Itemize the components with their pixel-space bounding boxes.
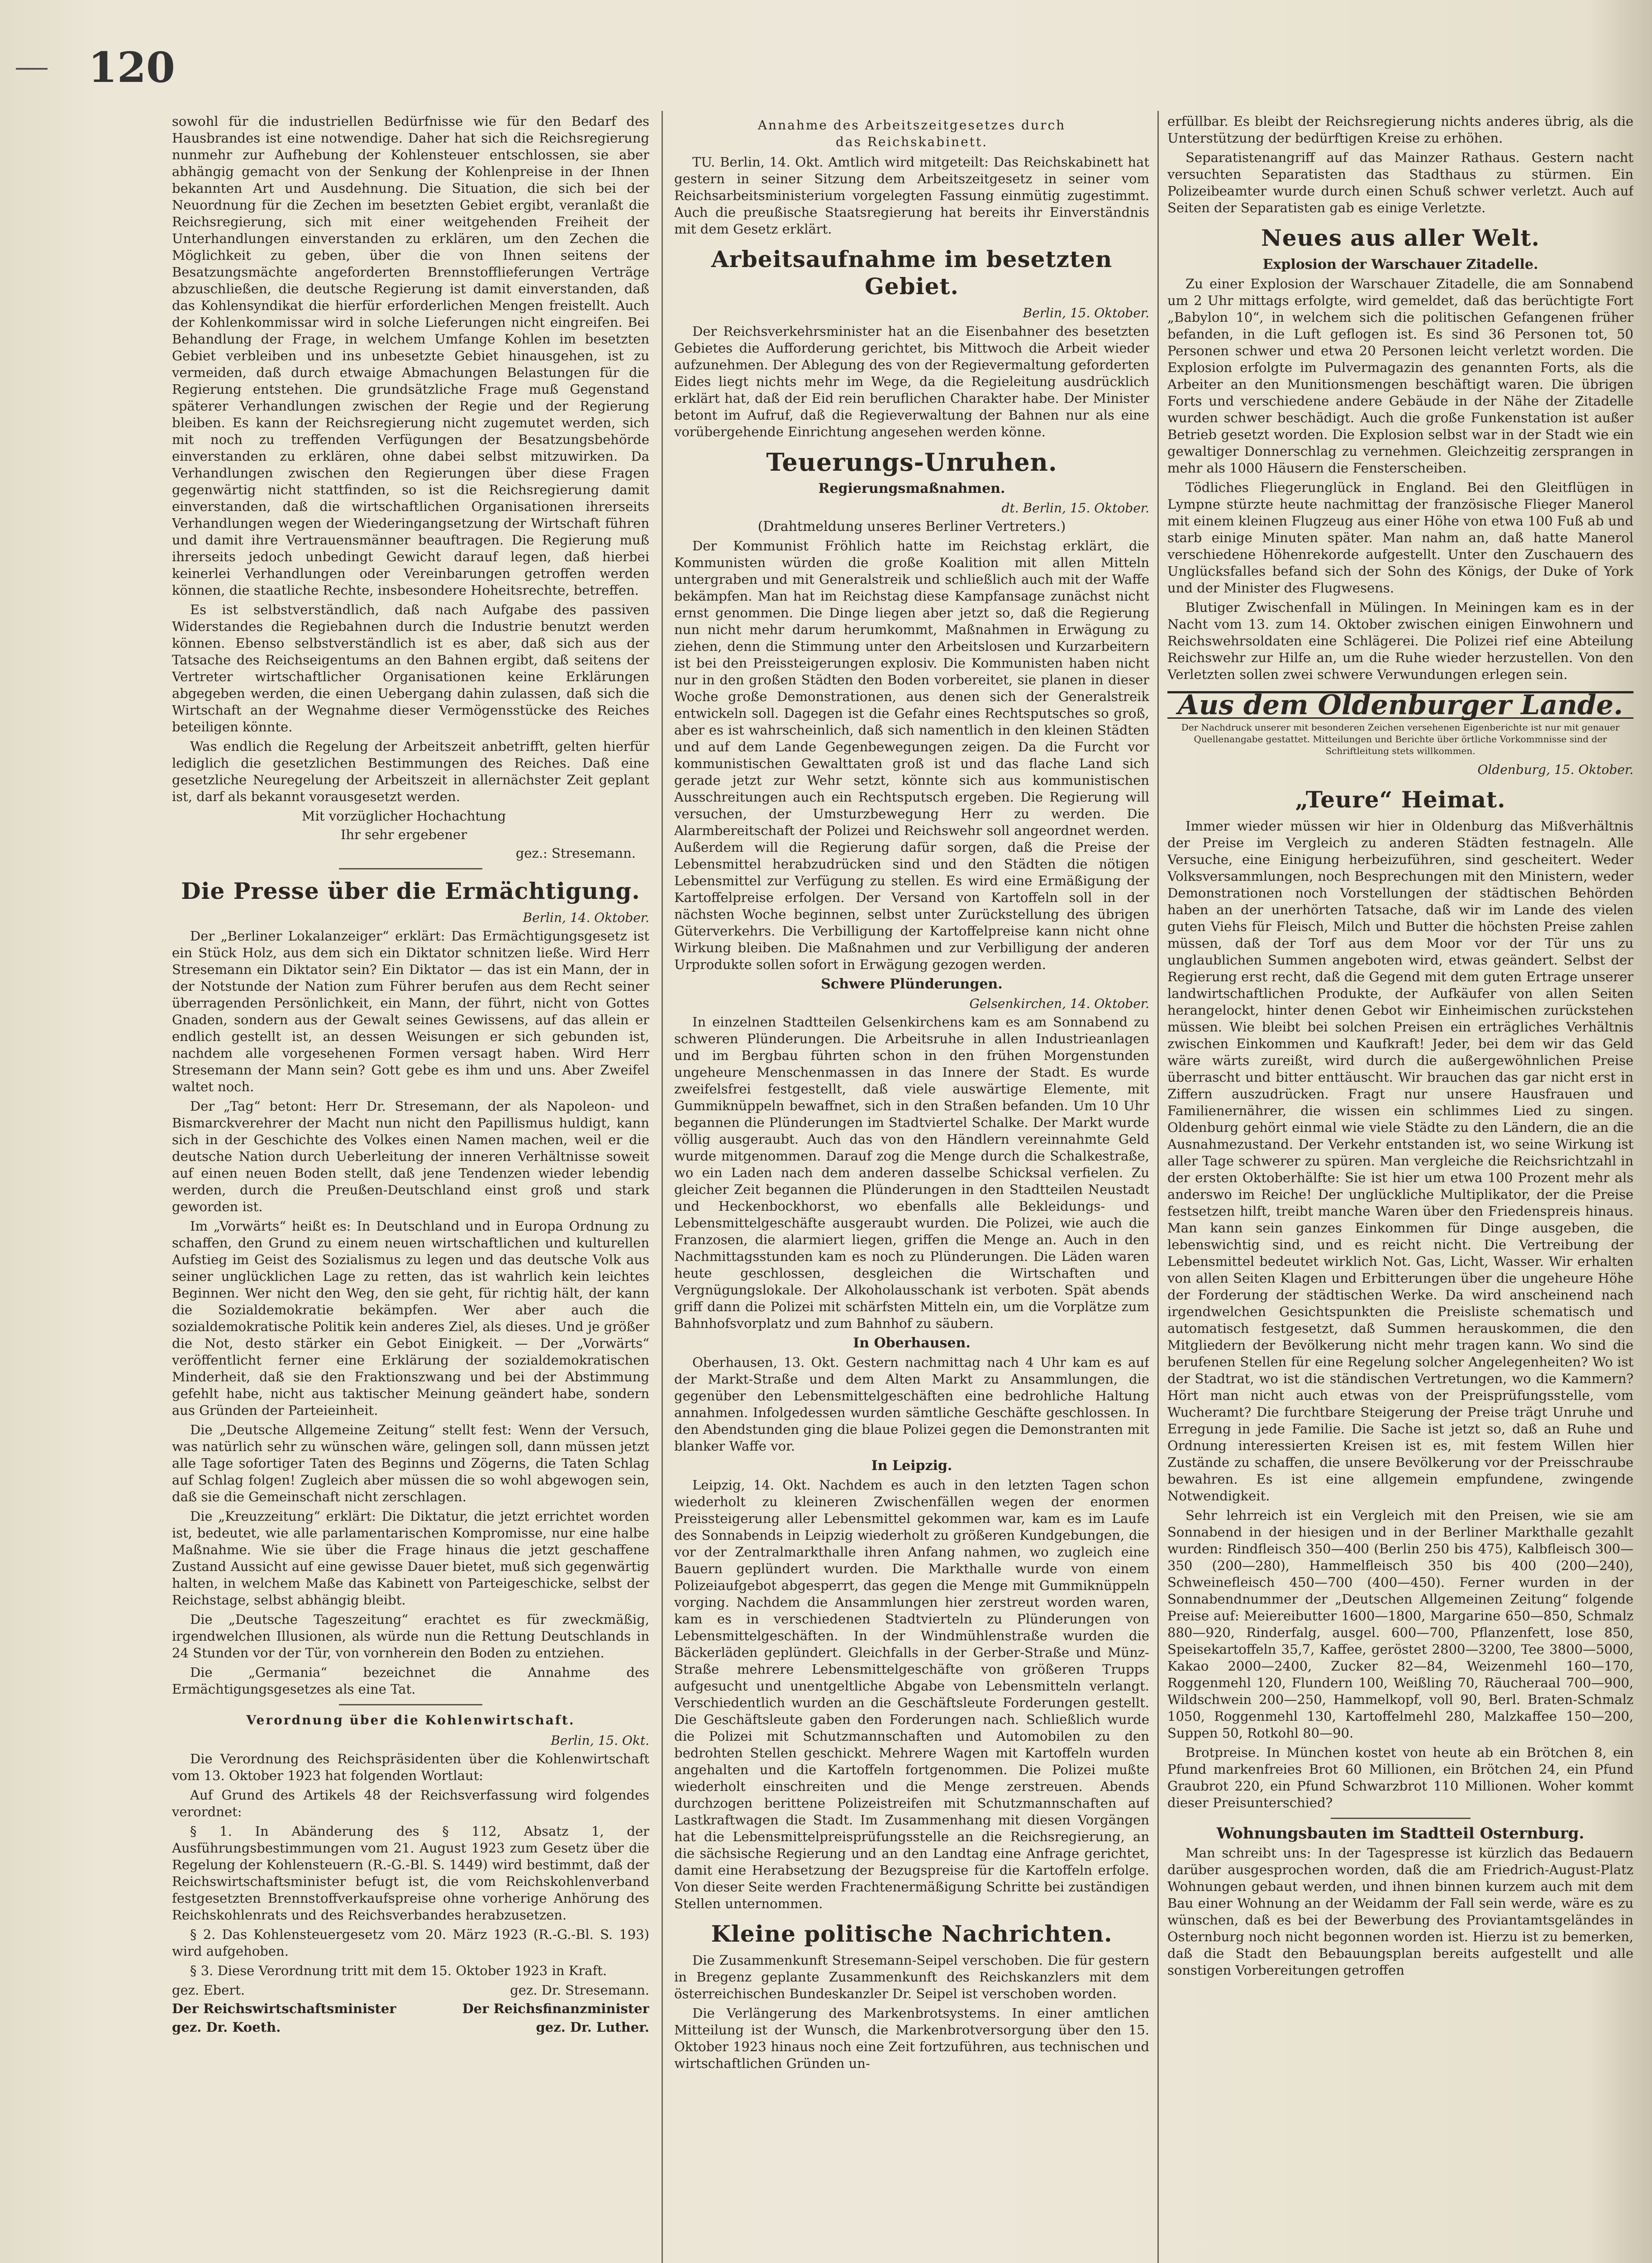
dateline: Berlin, 15. Oktober. <box>1023 306 1149 320</box>
dateline: Oldenburg, 15. Oktober. <box>1477 762 1633 777</box>
column-1 <box>172 113 649 2263</box>
column-rule-1 <box>662 111 663 2263</box>
page-number: 120 <box>88 43 176 92</box>
paragraph: Brotpreise. In München kostet von heute ab ein Brötchen 8, ein Pfund markenfreies Brot 60 Millionen, ein Brötchen 24, ein Pfund Graubrot 220, ein Pfund Schwarzbrot 110 Millionen. Woher kommt dieser Preisunterschied? <box>1167 1745 1633 1810</box>
signature-row <box>172 2019 649 2036</box>
signature: gez. Ebert. <box>172 1982 245 1998</box>
paragraph: Sehr lehrreich ist ein Vergleich mit den Preisen, wie sie am Sonnabend in der hiesigen und in der Berliner Markthalle gezahlt wurden: Rindfleisch 350—400 (Berlin 250 bis 475), Kalbfleisch 300—350 (200—280), Hammelfleisch 350 bis 400 (200—240), Schweinefleisch 450—700 (400—450). Ferner wurden in der Sonnabendnummer der „Deutschen Allgemeinen Zeitung“ folgende Preise auf: Meiereibutter 1600—1800, Margarine 650—850, Schmalz 880—920, Rinderfalg, ausgel. 600—700, Pflanzenfett, lose 850, Speisekartoffeln 35,7, Kaffee, geröstet 2800—3200, Tee 3800—5000, Kakao 2000—2400, Zucker 82—84, Weizenmehl 160—170, Roggenmehl 120, Flundern 100, Weißling 70, Räucheraal 700—900, Wildschwein 200—250, Hammelkopf, voll 90, Berl. Braten-Schmalz 1050, Roggenmehl 130, Kartoffelmehl 280, Malzkaffee 150—200, Suppen 50, Rotkohl 80—90. <box>1167 1508 1633 1741</box>
paragraph: Der „Berliner Lokalanzeiger“ erklärt: Das Ermächtigungsgesetz ist ein Stück Holz, aus dem sich ein Diktator schnitzen ließe. Wird Herr Stresemann ein Diktator sein? Ein Diktator — das ist ein Mann, der in der Notstunde der Nation zum Führer berufen aus dem Recht seiner überragenden Persönlichkeit, ein Mann, der führt, nicht von Gottes Gnaden, sondern aus der Gewalt seines Gewissens, auf das allein er endlich gestellt ist, an dessen Weisungen er sich gebunden ist, nachdem alle vorgesehenen Formen versagt haben. Wird Herr Stresemann der Mann sein? Gott gebe es ihm und uns. Aber Zweifel waltet noch. <box>172 928 649 1094</box>
headline-world-news: Neues aus aller Welt. <box>1261 224 1540 251</box>
paragraph: Die „Germania“ bezeichnet die Annahme des Ermächtigungsgesetzes als eine Tat. <box>172 1665 649 1697</box>
closing-line: Mit vorzüglicher Hochachtung <box>301 808 506 824</box>
paragraph: Zu einer Explosion der Warschauer Zitadelle, die am Sonnabend um 2 Uhr mittags erfolgte, wird gemeldet, daß das berüchtigte Fort „Babylon 10“, in welchem sich die politischen Gefangenen früher befanden, in die Luft geflogen ist. Es sind 36 Personen tot, 50 Personen schwer und etwa 20 Personen leicht verletzt worden. Die Explosion erfolgte im Pulvermagazin des genannten Forts, als die Arbeiter an den Munitionsmengen beschäftigt waren. Die übrigen Forts und verschiedene andere Gebäude in der Nähe der Zitadelle wurden schwer beschädigt. Auch die große Funkenstation ist außer Betrieb gesetzt worden. Die Explosion selbst war in der Stadt wie ein gewaltiger Donnerschlag zu vernehmen. Gleichzeitig zersprangen in mehr als 1000 Häusern die Fensterscheiben. <box>1167 276 1633 476</box>
paragraph: Der Kommunist Fröhlich hatte im Reichstag erklärt, die Kommunisten würden die große Koalition mit allen Mitteln untergraben und mit Generalstreik und schließlich auch mit der Waffe bekämpfen. Man hat im Reichstag diese Kampfansage zunächst nicht ernst genommen. Die Dinge liegen aber jetzt so, daß die Regierung nun nicht mehr darum herumkommt, Maßnahmen in Erwägung zu ziehen, denn die Stimmung unter den Arbeitslosen und Kurzarbeitern ist bei den Preissteigerungen explosiv. Die Kommunisten haben nicht nur in den großen Städten den Boden vorbereitet, sie planen in dieser Woche große Demonstrationen, aus denen sich der Generalstreik entwickeln soll. Dagegen ist die Gefahr eines Rechtsputsches so groß, aber es ist wahrscheinlich, daß sich namentlich in den kleinen Städten und auf dem Lande Gegenbewegungen zeigen. Da die Furcht vor kommunistischen Gewalttaten groß ist und das flache Land sich gerade jetzt zur Wehr setzt, könnte sich aus kommunistischen Ausschreitungen auch ein Rechtsputsch ergeben. Die Regierung will versuchen, der Umsturzbewegung Herr zu werden. Die Alarmbereitschaft der Polizei und Reichswehr soll angeordnet werden. Außerdem will die Regierung dafür sorgen, daß die Preise der Lebensmittel herabzudrücken sind und den Städten die nötigen Lebensmittel zur Verfügung zu stellen. Es wird eine Ermäßigung der Kartoffelpreise erfolgen. Der Versand von Kartoffeln soll in der nächsten Woche beginnen, selbst unter Zurückstellung des übrigen Güterverkehrs. Die Verbilligung der Kartoffelpreise kann nicht ohne Wirkung bleiben. Die Maßnahmen und zur Verbilligung der anderen Urprodukte sollen sofort in Erwägung gezogen werden. <box>674 538 1149 972</box>
paragraph: § 3. Diese Verordnung tritt mit dem 15. Oktober 1923 in Kraft. <box>190 1963 607 1978</box>
separator <box>339 868 482 869</box>
paragraph: erfüllbar. Es bleibt der Reichsregierung nichts anderes übrig, als die Unterstützung der bedürftigen Kreise zu erhöhen. <box>1167 114 1633 146</box>
separator <box>339 1704 482 1705</box>
dateline: Berlin, 14. Oktober. <box>523 910 649 925</box>
subheadline: Schwere Plünderungen. <box>821 976 1003 992</box>
signature-row <box>172 2000 649 2017</box>
paragraph: Die Verordnung des Reichspräsidenten über die Kohlenwirtschaft vom 13. Oktober 1923 hat folgenden Wortlaut: <box>172 1751 649 1783</box>
headline-housing: Wohnungsbauten im Stadtteil Osternburg. <box>1216 1824 1585 1843</box>
paragraph: Separatistenangriff auf das Mainzer Rathaus. Gestern nacht versuchten Separatisten das Stadthaus zu stürmen. Ein Polizeibeamter wurde durch einen Schuß schwer verletzt. Auch auf Seiten der Separatisten gab es einige Verletzte. <box>1167 150 1633 215</box>
signature: gez.: Stresemann. <box>515 845 636 861</box>
paragraph: Die „Deutsche Tageszeitung“ erachtet es für zweckmäßig, irgendwelchen Illusionen, als würde nun die Rettung Deutschlands in 24 Stunden vor der Tür, von vornherein den Boden zu entziehen. <box>172 1612 649 1661</box>
column-2 <box>674 113 1149 2263</box>
section-header-oldenburg: Aus dem Oldenburger Lande. <box>1167 691 1633 719</box>
reprint-note: Der Nachdruck unserer mit besonderen Zeichen versehenen Eigenberichte ist nur mit genauer Quellenangabe gestattet. Mitteilungen und Berichte über örtliche Vorkommnisse sind der Schriftleitung stets willkommen. <box>1181 722 1620 756</box>
signature: gez. Dr. Luther. <box>536 2020 649 2035</box>
signature-title: Der Reichswirtschaftsminister <box>172 2001 396 2016</box>
paragraph: Im „Vorwärts“ heißt es: In Deutschland und in Europa Ordnung zu schaffen, den Grund zu einem neuen wirtschaftlichen und kulturellen Aufstieg im Geist des Sozialismus zu legen und das deutsche Volk aus seiner unglücklichen Lage zu retten, das ist wahrlich kein leichtes Beginnen. Wer nicht den Weg, den sie geht, für richtig hält, der kann die Sozialdemokratie bekämpfen. Wer aber auch die sozialdemokratische Politik kein anderes Ziel, als dieses. Und je größer die Not, desto stärker ein Gebot Einigkeit. — Der „Vorwärts“ veröffentlicht ferner eine Erklärung der sozialdemokratischen Minderheit, daß sie den Fraktionszwang und bei der Abstimmung gefehlt habe, nicht aus taktischer Meinung geändert habe, sondern aus Gründen der Parteieinheit. <box>172 1218 649 1418</box>
paragraph: Die „Kreuzzeitung“ erklärt: Die Diktatur, die jetzt errichtet worden ist, bedeutet, wie alle parlamentarischen Kompromisse, nur eine halbe Maßnahme. Wie sie über die Frage hinaus die jetzt geschaffene Zustand Aussicht auf eine gewisse Dauer bietet, muß sich gegenwärtig halten, in welchem Maße das Kabinett von Parteigeschicke, selbst der Reichstage, selbst abhängig bleibt. <box>172 1509 649 1608</box>
headline-political-news: Kleine politische Nachrichten. <box>711 1920 1113 1947</box>
signature-row <box>172 1982 649 1999</box>
paragraph: Auf Grund des Artikels 48 der Reichsverfassung wird folgendes verordnet: <box>172 1787 649 1819</box>
paragraph: TU. Berlin, 14. Okt. Amtlich wird mitgeteilt: Das Reichskabinett hat gestern in seiner Sitzung dem Arbeitszeitgesetz in seiner vom Reichsarbeitsministerium vorgelegten Fassung einmütig zugestimmt. Auch die preußische Staatsregierung hat bereits ihr Einverständnis mit dem Gesetz erklärt. <box>674 154 1149 237</box>
headline-riots: Teuerungs-Unruhen. <box>766 448 1057 477</box>
headline-occupied-territory: Arbeitsaufnahme im besetzten Gebiet. <box>711 246 1113 300</box>
column-rule-2 <box>1157 111 1159 2263</box>
headline-coal: Verordnung über die Kohlenwirtschaft. <box>246 1713 575 1728</box>
paragraph: Man schreibt uns: In der Tagespresse ist kürzlich das Bedauern darüber ausgesprochen worden, daß die am Friedrich-August-Platz Wohnungen gebaut werden, und ihnen binnen kurzem auch mit dem Bau einer Wohnung an der Weidamm der Fall sein werde, wäre es zu wünschen, daß es bei der Bewerbung des Proviantamtsgeländes in Osternburg noch nicht begonnen worden ist. Hierzu ist zu bemerken, daß die Stadt den Bebauungsplan bereits aufgestellt und alle sonstigen Vorbereitungen getroffen <box>1167 1845 1633 1978</box>
separator <box>1331 1818 1471 1819</box>
dateline: dt. Berlin, 15. Oktober. <box>1001 501 1149 516</box>
paragraph: Tödliches Fliegerunglück in England. Bei den Gleitflügen in Lympne stürzte heute nachmittag der französische Flieger Manerol mit einem kleinen Flugzeug aus einer Höhe von etwa 100 Fuß ab und starb einige Minuten später. Man nahm an, daß hatte Manerol verschiedene Höhenrekorde aufgestellt. Unter den Zuschauern des Unglücksfalles befand sich der Sohn des Königs, der Duke of York und der Minister des Flugwesens. <box>1167 480 1633 596</box>
paragraph: In einzelnen Stadtteilen Gelsenkirchens kam es am Sonnabend zu schweren Plünderungen. Die Arbeitsruhe in allen Industrieanlagen und im Bergbau führten schon in den frühen Morgenstunden ungeheure Menschenmassen in das Innere der Stadt. Es wurde zweifelsfrei festgestellt, daß viele auswärtige Elemente, mit Gummiknüppeln bewaffnet, sich in den Straßen befanden. Um 10 Uhr begannen die Plünderungen im Stadtviertel Schalke. Der Markt wurde völlig ausgeraubt. Auch das von den Händlern vereinnahmte Geld wurde mitgenommen. Darauf zog die Menge durch die Schalkestraße, wo ein Laden nach dem anderen dasselbe Schicksal verfielen. Zu gleicher Zeit begannen die Plünderungen in den Stadtteilen Neustadt und Heckenbockhorst, wo ebenfalls alle Bekleidungs- und Lebensmittelgeschäfte ausgeraubt wurden. Die Polizei, wie auch die Franzosen, die alarmiert liegen, griffen die Menge an. Auch in den Nachmittagsstunden kam es noch zu Plünderungen. Die Läden waren heute geschlossen, desgleichen die Wirtschaften und Vergnügungslokale. Der Alkoholausschank ist verboten. Spät abends griff dann die Polizei mit schärfsten Mitteln ein, um die Vorplätze zum Bahnhofsvorplatz und zum Bahnhof zu säubern. <box>674 1014 1149 1331</box>
paragraph: § 2. Das Kohlensteuergesetz vom 20. März 1923 (R.-G.-Bl. S. 193) wird aufgehoben. <box>172 1927 649 1959</box>
subheadline: Explosion der Warschauer Zitadelle. <box>1262 257 1538 272</box>
column-3 <box>1167 113 1633 2263</box>
paragraph: Die „Deutsche Allgemeine Zeitung“ stellt fest: Wenn der Versuch, was natürlich sehr zu wünschen wäre, gelingen soll, dann müssen jetzt alle Tage sofortiger Taten des Beginns und Zögerns, die Taten Schlag auf Schlag folgen! Zugleich aber müssen die so wohl abgewogen sein, daß sie die Gemeinschaft nicht zerschlagen. <box>172 1422 649 1504</box>
signature: gez. Dr. Koeth. <box>172 2020 281 2035</box>
headline-expensive-home: „Teure“ Heimat. <box>1295 786 1506 813</box>
paragraph: Es ist selbstverständlich, daß nach Aufgabe des passiven Widerstandes die Regiebahnen durch die Industrie benutzt werden können. Ebenso selbstverständlich ist es aber, daß sich aus der Tatsache des Reichseigentums an den Bahnen ergibt, daß seitens der Vertreter wirtschaftlicher Organisationen keine Erklärungen abgegeben werden, die einen Uebergang dahin zulassen, daß sich die Wirtschaft an der Wegnahme dieser Vermögensstücke des Reiches beteiligen könnte. <box>172 602 649 735</box>
paragraph: Der Reichsverkehrsminister hat an die Eisenbahner des besetzten Gebietes die Aufforderung gerichtet, bis Mittwoch die Arbeit wieder aufzunehmen. Der Ablegung des von der Regievermaltung geforderten Eides liegt nichts mehr im Wege, da die Regieleitung ausdrücklich erklärt hat, daß der Eid rein beruflichen Charakter habe. Der Minister betont im Aufruf, daß die Regieverwaltung der Bahnen nur als eine vorübergehende Einrichtung angesehen werden könne. <box>674 324 1149 439</box>
paragraph: Die Zusammenkunft Stresemann-Seipel verschoben. Die für gestern in Bregenz geplante Zusammenkunft des Reichskanzlers mit dem österreichischen Bundeskanzler Dr. Seipel ist verschoben worden. <box>674 1953 1149 2001</box>
dateline: Gelsenkirchen, 14. Oktober. <box>969 996 1149 1011</box>
subheadline: Regierungsmaßnahmen. <box>818 481 1005 497</box>
wire-note: (Drahtmeldung unseres Berliner Vertreters.) <box>757 519 1066 535</box>
closing-line: Ihr sehr ergebener <box>340 827 467 842</box>
paragraph: Was endlich die Regelung der Arbeitszeit anbetrifft, gelten hierfür lediglich die gesetzlichen Bestimmungen des Reiches. Daß eine gesetzliche Neuregelung der Arbeitszeit in allernächster Zeit geplant ist, darf als bekannt vorausgesetzt werden. <box>172 739 649 804</box>
scan-edge-mark <box>16 68 48 70</box>
subheadline: In Oberhausen. <box>853 1335 971 1351</box>
paragraph: § 1. In Abänderung des § 112, Absatz 1, der Ausführungsbestimmungen vom 21. August 1923 zum Gesetz über die Regelung der Kohlensteuern (R.-G.-Bl. S. 1449) wird bestimmt, daß der Reichswirtschaftsminister befugt ist, die vom Reichskohlenverband festgesetzten Brennstoffverkaufspreise ohne vorherige Anhörung des Reichskohlenrats und des Reichsverbandes herabzusetzen. <box>172 1824 649 1923</box>
paragraph: Oberhausen, 13. Okt. Gestern nachmittag nach 4 Uhr kam es auf der Markt-Straße und dem Alten Markt zu Ansammlungen, die gegenüber den Lebensmittelgeschäften eine bedrohliche Haltung annahmen. Infolgedessen wurden sämtliche Geschäfte geschlossen. In den Abendstunden ging die blaue Polizei gegen die Demonstranten mit blanker Waffe vor. <box>674 1355 1149 1454</box>
paragraph: Immer wieder müssen wir hier in Oldenburg das Mißverhältnis der Preise im Vergleich zu anderen Städten festnageln. Alle Versuche, eine Einigung herbeizuführen, sind gescheitert. Weder Volksversammlungen, noch Besprechungen mit den Ministern, weder Demonstrationen noch Vorstellungen der städtischen Behörden haben an der unerhörten Tatsache, daß wir im Lande des vielen guten Viehs für Fleisch, Milch und Butter die höchsten Preise zahlen müssen, daß der Torf aus dem Moor vor der Tür uns zu unglaublichen Summen angeboten wird, etwas geändert. Selbst der Regierung erst recht, daß die Gegend mit dem guten Ertrage unserer landwirtschaftlichen Produkte, der Aufkäufer von allen Seiten herangelockt, hinter denen Gebot wir Einheimischen zurückstehen müssen. Wie bleibt bei solchen Preisen ein erträgliches Verhältnis zwischen Einkommen und Kaufkraft! Jeder, bei dem wir das Geld wäre wärts zureißt, wird durch die außergewöhnlichen Preise überrascht und bitter enttäuscht. Wir brauchen das gar nicht erst in Ziffern auszudrücken. Fragt nur unsere Hausfrauen und Familienernährer, die wissen ein schlimmes Lied zu singen. Oldenburg gehört einmal wie viele Städte zu den Ländern, die an die Ausnahmezustand. Der Verkehr entstanden ist, wo seine Wirkung ist aller Tage schwerer zu spüren. Man vergleiche die Reichsrichtzahl in der ersten Oktoberhälfte: Sie ist hier um etwa 100 Prozent mehr als anderswo im Reiche! Der unglückliche Multiplikator, der die Preise festsetzen hilft, treibt manche Waren über den Friedenspreis hinaus. Man kann sein ganzes Einkommen für Dinge ausgeben, die lebenswichtig sind, und es reicht nicht. Die Vertreibung der Lebensmittel bedeutet wirklich Not. Gas, Licht, Wasser. Wir erhalten von allen Seiten Klagen und Erbitterungen über die ungeheure Höhe der Forderung der städtischen Werke. Da wird anscheinend nach irgendwelchen Gesichtspunkten die Preisliste schematisch und automatisch festgesetzt, daß Summen herauskommen, die den Mitgliedern der Bevölkerung nicht mehr tragen kann. Wo sind die berufenen Stellen für eine Regelung solcher Angelegenheiten? Wo ist der Stadtrat, wo ist die ständischen Vertretungen, wo die Kammern? Hört man nicht auch etwas von der Preisprüfungsstelle, vom Wucheramt? Die furchtbare Steigerung der Preise trägt Unruhe und Erregung in jede Familie. Die Sache ist jetzt so, daß an Ruhe und Ordnung interessierten Kreisen ist es, mit festem Willen hier Zustände zu schaffen, die unsere Bevölkerung vor der Preisschraube bewahren. Es ist eine allgemein empfundene, zwingende Notwendigkeit. <box>1167 818 1633 1504</box>
paragraph: Die Verlängerung des Markenbrotsystems. In einer amtlichen Mitteilung ist der Wunsch, die Markenbrotversorgung über den 15. Oktober 1923 hinaus noch eine Zeit fortzuführen, aus technischen und wirtschaftlichen Gründen un- <box>674 2005 1149 2071</box>
signature-title: Der Reichsfinanzminister <box>462 2001 649 2016</box>
headline-press: Die Presse über die Ermächtigung. <box>181 878 640 904</box>
headline-working-time-2: das Reichskabinett. <box>835 134 988 149</box>
subheadline: In Leipzig. <box>871 1458 952 1474</box>
paragraph: Der „Tag“ betont: Herr Dr. Stresemann, der als Napoleon- und Bismarckverehrer der Macht nun nicht den Papillismus huldigt, kann sich in der Geschichte des Volkes einen Namen machen, weil er die deutsche Nation durch Ueberleitung der inneren Verhältnisse soweit auf einen neuen Boden stellt, daß jene Tendenzen wieder lebendig werden, durch die Preußen-Deutschland einst groß und stark geworden ist. <box>172 1098 649 1214</box>
dateline: Berlin, 15. Okt. <box>551 1733 649 1748</box>
signature: gez. Dr. Stresemann. <box>510 1982 649 1998</box>
paragraph: sowohl für die industriellen Bedürfnisse wie für den Bedarf des Hausbrandes ist eine notwendige. Daher hat sich die Reichsregierung nunmehr zur Aufhebung der Kohlensteuer entschlossen, sie aber abhängig gemacht von der Senkung der Kohlenpreise in der Ihnen bekannten Art und Ausdehnung. Die Situation, die sich bei der Neuordnung für die Zechen im besetzten Gebiet ergibt, veranlaßt die Reichsregierung, sich mit einer weitgehenden Freiheit der Unterhandlungen einverstanden zu erklären, um den Zechen die Möglichkeit zu geben, über die von Ihnen seitens der Besatzungsmächte angeforderten Brennstofflieferungen Verträge abzuschließen, die deutsche Regierung ist damit einverstanden, daß das Kohlensyndikat die hierfür erforderlichen Mengen freistellt. Auch der Kohlenkommissar wird in solche Lieferungen nicht eingreifen. Bei Behandlung der Frage, in welchem Umfange Kohlen im besetzten Gebiet verbleiben und ins unbesetzte Gebiet hinausgehen, ist zu vermeiden, daß durch etwaige Abmachungen Belastungen für die Regierung entstehen. Die grundsätzliche Frage muß Gegenstand späterer Verhandlungen zwischen der Regie und der Regierung bleiben. Es kann der Reichsregierung nicht zugemutet werden, sich mit noch zu treffenden Verfügungen der Besatzungsbehörde einverstanden zu erklären, ohne dabei selbst mitzuwirken. Da Verhandlungen zwischen den Regierungen über diese Fragen gegenwärtig nicht stattfinden, so ist die Reichsregierung damit einverstanden, daß die wirtschaftlichen Organisationen ihrerseits Verhandlungen wegen der Wiederingangsetzung der Wirtschaft führen und damit ihre Vertrauensmänner beauftragen. Die Regierung muß ihrerseits jedoch unbedingt Gewicht darauf legen, daß hierbei keinerlei Verhandlungen oder Vereinbarungen getroffen werden können, die staatliche Rechte, insbesondere Hoheitsrechte, betreffen. <box>172 114 649 598</box>
paragraph: Leipzig, 14. Okt. Nachdem es auch in den letzten Tagen schon wiederholt zu kleineren Zwischenfällen wegen der enormen Preissteigerung aller Lebensmittel gekommen war, kam es im Laufe des Sonnabends in Leipzig wiederholt zu größeren Kundgebungen, die vor der Zentralmarkthalle ihren Anfang nahmen, wo zugleich eine Bauern geplündert wurden. Die Markthalle wurde von einem Polizeiaufgebot abgesperrt, das gegen die Menge mit Gummiknüppeln vorging. Nachdem die Ansammlungen hier zerstreut worden waren, kam es in verschiedenen Stadtvierteln zu Plünderungen von Lebensmittelgeschäften. In der Windmühlenstraße wurden die Bäckerläden geplündert. Gleichfalls in der Gerber-Straße und Münz-Straße mehrere Lebensmittelgeschäfte von größeren Trupps aufgesucht und unentgeltliche Abgabe von Lebensmitteln verlangt. Verschiedentlich wurden an die Geschäftsleute Forderungen gestellt. Die Geschäftsleute gaben den Forderungen nach. Schließlich wurde die Polizei mit Schutzmannschaften und Automobilen zu den bedrohten Stellen geschickt. Mehrere Wagen mit Kartoffeln wurden angehalten und die Kartoffeln fortgenommen. Die Polizei mußte wiederholt einschreiten und die Menge zerstreuen. Abends durchzogen berittene Polizeistreifen mit Schutzmannschaften auf Lastkraftwagen die Stadt. Im Zusammenhang mit diesen Vorgängen hat die Lebensmittelpreisprüfungsstelle an die Reichsregierung, an die sächsische Regierung und an den Landtag eine Anfrage gerichtet, damit eine Herabsetzung der Bezugspreise für die Kartoffeln erfolge. Von dieser Seite werden Frachtenermäßigung Schritte bei zuständigen Stellen unternommen. <box>674 1477 1149 1911</box>
paragraph: Blutiger Zwischenfall in Mülingen. In Meiningen kam es in der Nacht vom 13. zum 14. Oktober zwischen einigen Einwohnern und Reichswehrsoldaten eine Schlägerei. Die Polizei rief eine Abteilung Reichswehr zur Hilfe an, um die Ruhe wieder herzustellen. Von den Verletzten sollen zwei schwere Verwundungen erlegen sein. <box>1167 600 1633 682</box>
headline-working-time: Annahme des Arbeitszeitgesetzes durch <box>757 118 1066 133</box>
